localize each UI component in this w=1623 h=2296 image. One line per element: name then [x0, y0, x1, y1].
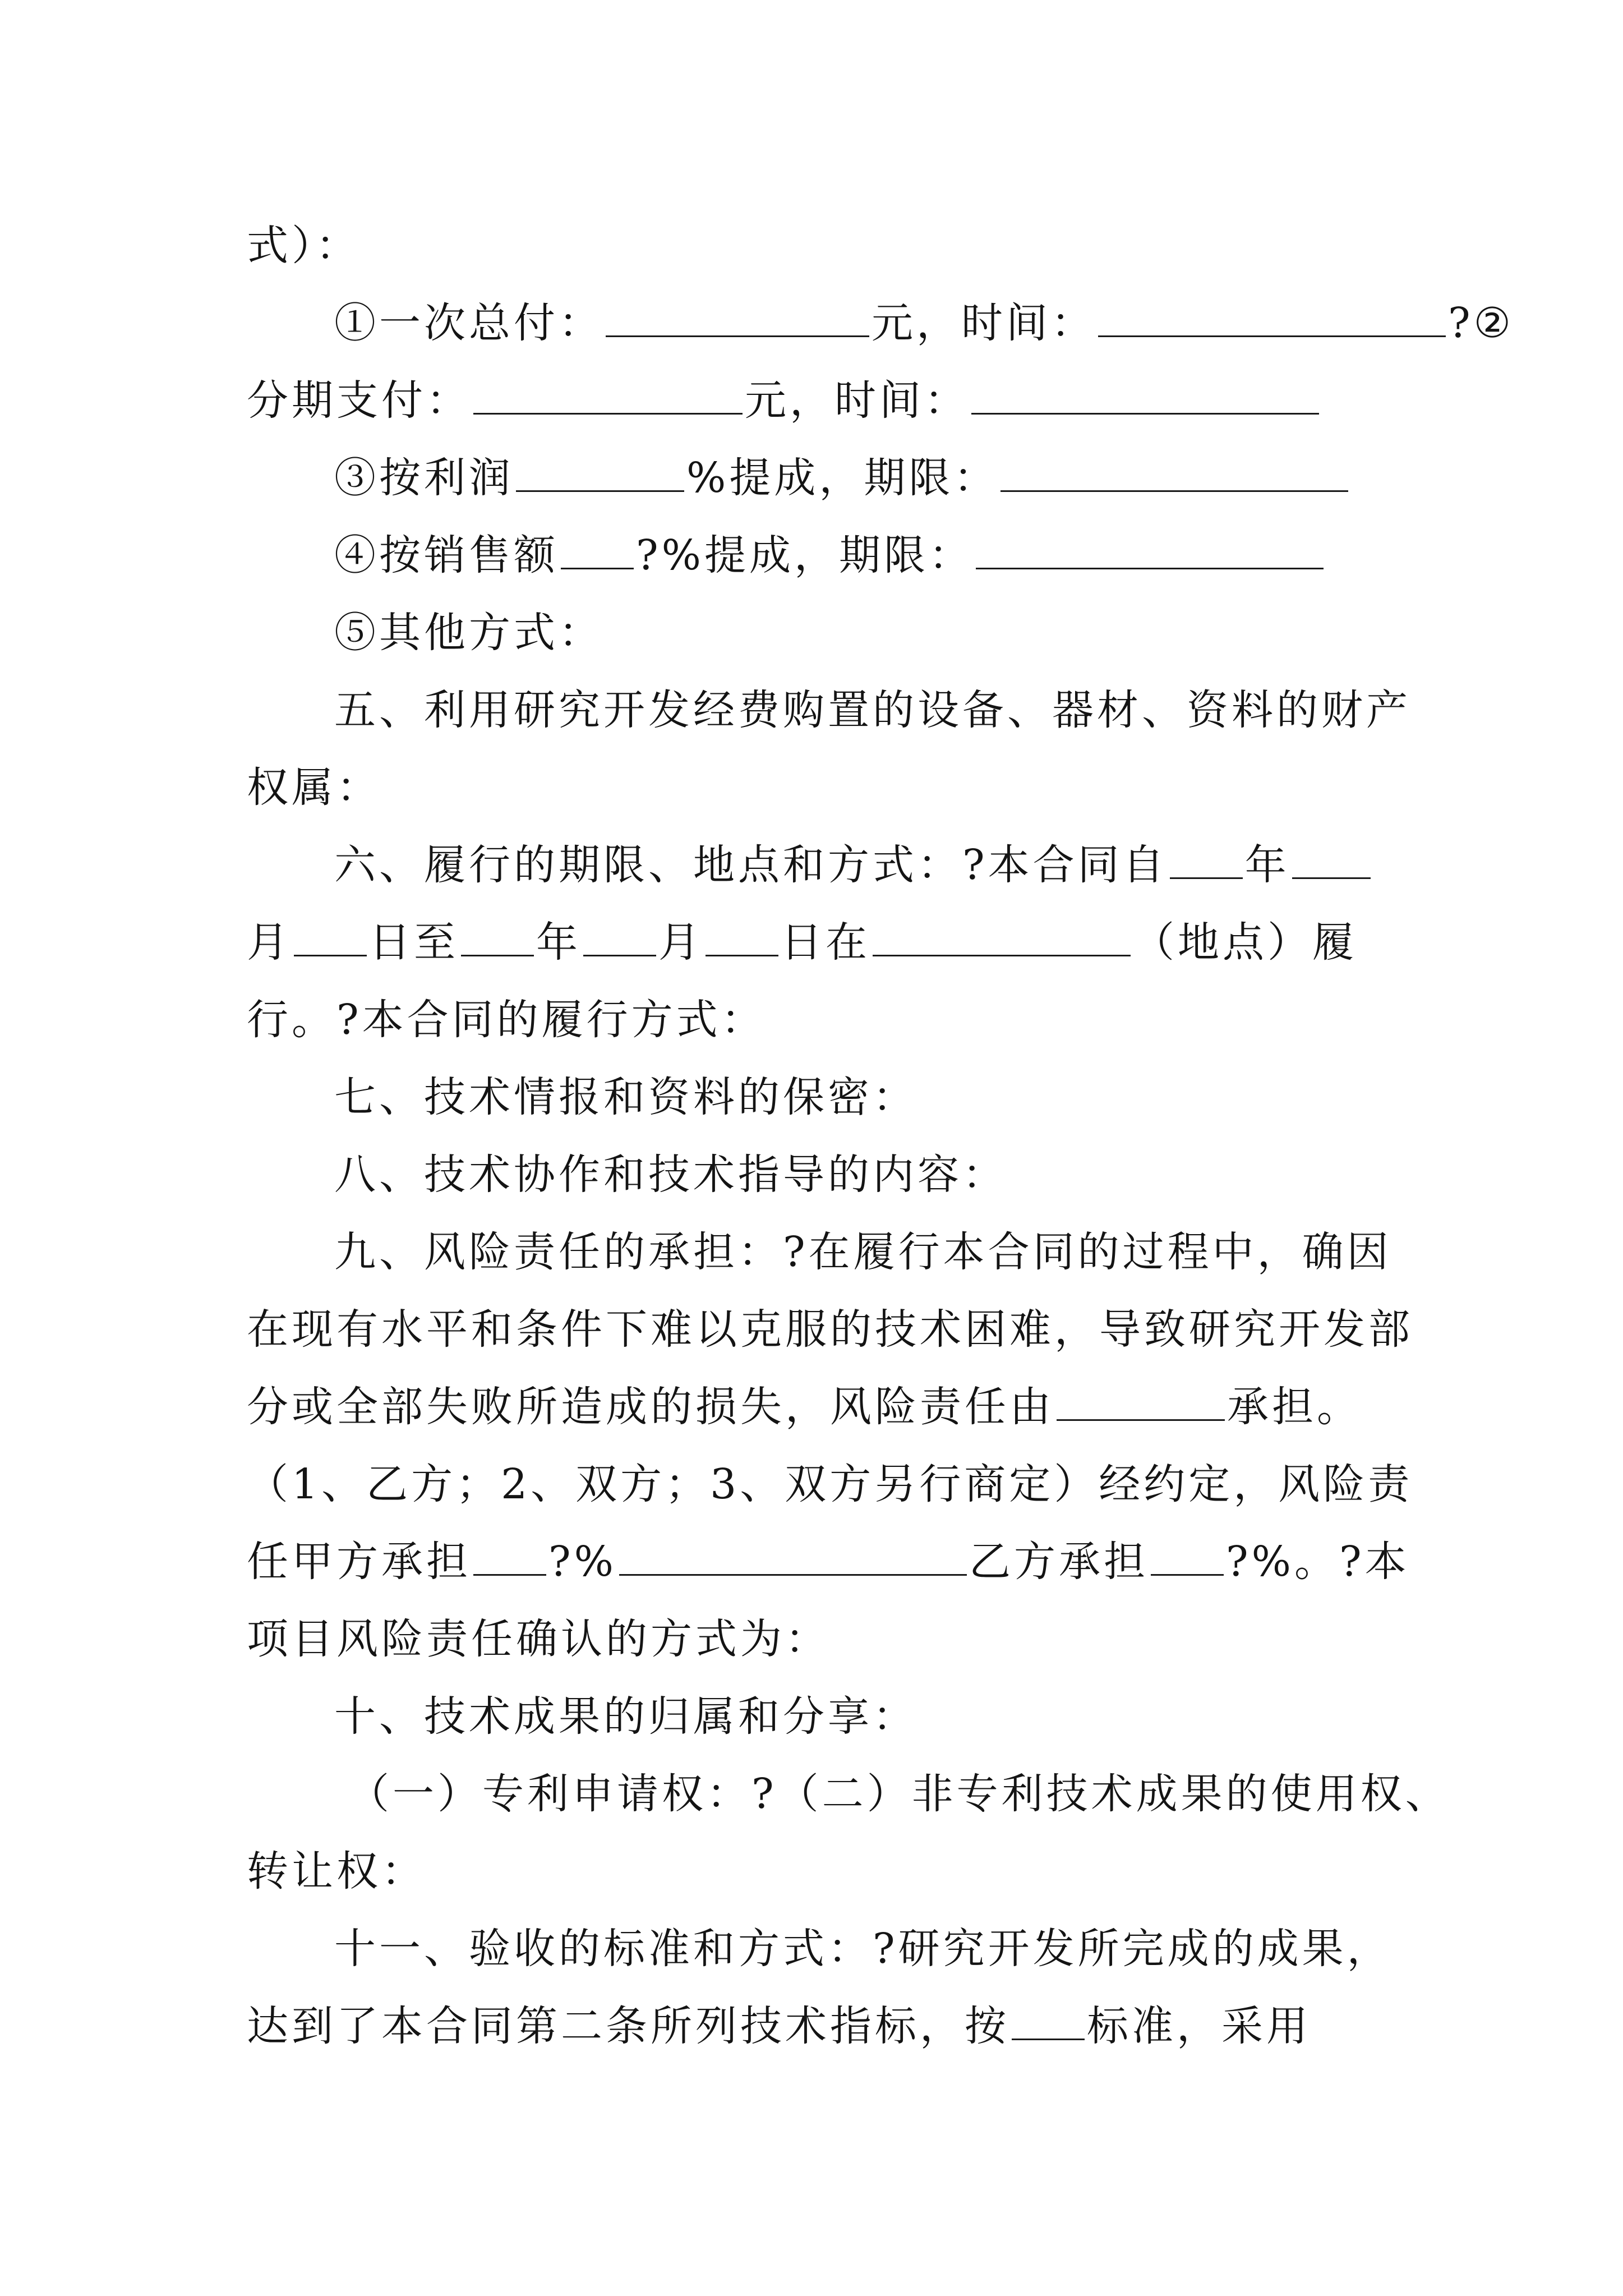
text-line: [334, 1135, 1400, 1214]
text-line: [247, 1600, 1391, 1678]
fill-blank: [1057, 1378, 1225, 1421]
line-text: ?%。?本: [1226, 1538, 1410, 1586]
line-text: 九、风险责任的承担：?在履行本合同的过程中，确因: [334, 1228, 1392, 1276]
line-text: 十一、验收的标准和方式：?研究开发所完成的成果，: [334, 1925, 1392, 1973]
fill-blank: [1151, 1533, 1224, 1576]
text-line: [247, 1368, 1391, 1446]
text-line: [247, 748, 1391, 827]
text-line: [334, 671, 1411, 749]
text-line: [334, 1213, 1400, 1291]
line-text: 元，时间：: [872, 299, 1096, 347]
line-text: ⑤其他方式：: [334, 609, 603, 657]
line-text: 任甲方承担: [247, 1538, 471, 1586]
text-line: [247, 206, 1391, 285]
line-text: 十、技术成果的归属和分享：: [334, 1692, 917, 1741]
fill-blank: [606, 294, 869, 337]
text-line: [334, 284, 1515, 362]
text-line: [334, 1677, 1400, 1756]
fill-blank: [583, 913, 656, 956]
fill-blank: [561, 526, 634, 569]
line-text: 元，时间：: [745, 376, 969, 425]
line-text: 权属：: [247, 763, 381, 812]
line-text: 月: [658, 918, 703, 967]
line-text: 八、技术协作和技术指导的内容：: [334, 1151, 1007, 1199]
line-text: 六、履行的期限、地点和方式：?本合同自: [334, 841, 1168, 889]
line-text: 分或全部失败所造成的损失，风险责任由: [247, 1383, 1054, 1431]
line-text: 五、利用研究开发经费购置的设备、器材、资料的财产: [334, 686, 1411, 734]
fill-blank: [516, 449, 684, 492]
line-text: ①一次总付：: [334, 299, 603, 347]
line-text: 乙方承担: [969, 1538, 1149, 1586]
text-line: [247, 1445, 1413, 1524]
text-line: [334, 593, 1400, 672]
line-text: ?②: [1448, 299, 1515, 347]
line-text: 行。?本合同的履行方式：: [247, 996, 766, 1044]
line-text: 达到了本合同第二条所列技术指标，按: [247, 2002, 1009, 2050]
line-text: 转让权：: [247, 1847, 426, 1895]
fill-blank: [473, 371, 743, 415]
text-line: [334, 826, 1400, 904]
line-text: 标准，采用: [1087, 2002, 1311, 2050]
fill-blank: [461, 913, 534, 956]
text-line: [334, 439, 1400, 517]
fill-blank: [976, 526, 1324, 569]
line-text: 日至: [369, 918, 459, 967]
text-line: [247, 1832, 1391, 1911]
line-text: ?%: [548, 1538, 617, 1586]
fill-blank: [1098, 294, 1446, 337]
line-text: %提成，期限：: [686, 454, 999, 502]
text-line: [247, 981, 1391, 1059]
text-line: [334, 1910, 1400, 1988]
line-text: 年: [536, 918, 581, 967]
line-text: （地点）履: [1133, 918, 1357, 967]
line-text: 年: [1244, 841, 1290, 889]
text-line: [247, 1987, 1391, 2065]
fill-blank: [473, 1533, 546, 1576]
text-line: [334, 1058, 1400, 1137]
line-text: （一）专利申请权：?（二）非专利技术成果的使用权、: [348, 1770, 1450, 1818]
text-line: [247, 1522, 1410, 1601]
line-text: ③按利润: [334, 454, 514, 502]
fill-blank: [619, 1533, 967, 1576]
text-line: [247, 361, 1391, 440]
line-text: ?%提成，期限：: [636, 531, 974, 579]
line-text: 式）：: [247, 222, 361, 270]
line-text: 在现有水平和条件下难以克服的技术困难，导致研究开发部: [247, 1305, 1413, 1354]
line-text: 日在: [781, 918, 870, 967]
fill-blank: [873, 913, 1131, 956]
text-line: [348, 1755, 1450, 1833]
fill-blank: [706, 913, 778, 956]
line-text: （1、乙方；2、双方；3、双方另行商定）经约定，风险责: [247, 1460, 1413, 1508]
fill-blank: [1012, 1997, 1085, 2040]
text-line: [247, 903, 1391, 982]
fill-blank: [1170, 836, 1243, 879]
line-text: 分期支付：: [247, 376, 471, 425]
text-line: [247, 1290, 1413, 1369]
fill-blank: [1000, 449, 1348, 492]
line-text: 项目风险责任确认的方式为：: [247, 1615, 830, 1663]
line-text: 七、技术情报和资料的保密：: [334, 1073, 917, 1121]
line-text: 月: [247, 918, 292, 967]
line-text: ④按销售额: [334, 531, 559, 579]
line-text: 承担。: [1227, 1383, 1362, 1431]
fill-blank: [971, 371, 1319, 415]
fill-blank: [294, 913, 367, 956]
text-line: [334, 516, 1400, 595]
fill-blank: [1292, 836, 1371, 879]
